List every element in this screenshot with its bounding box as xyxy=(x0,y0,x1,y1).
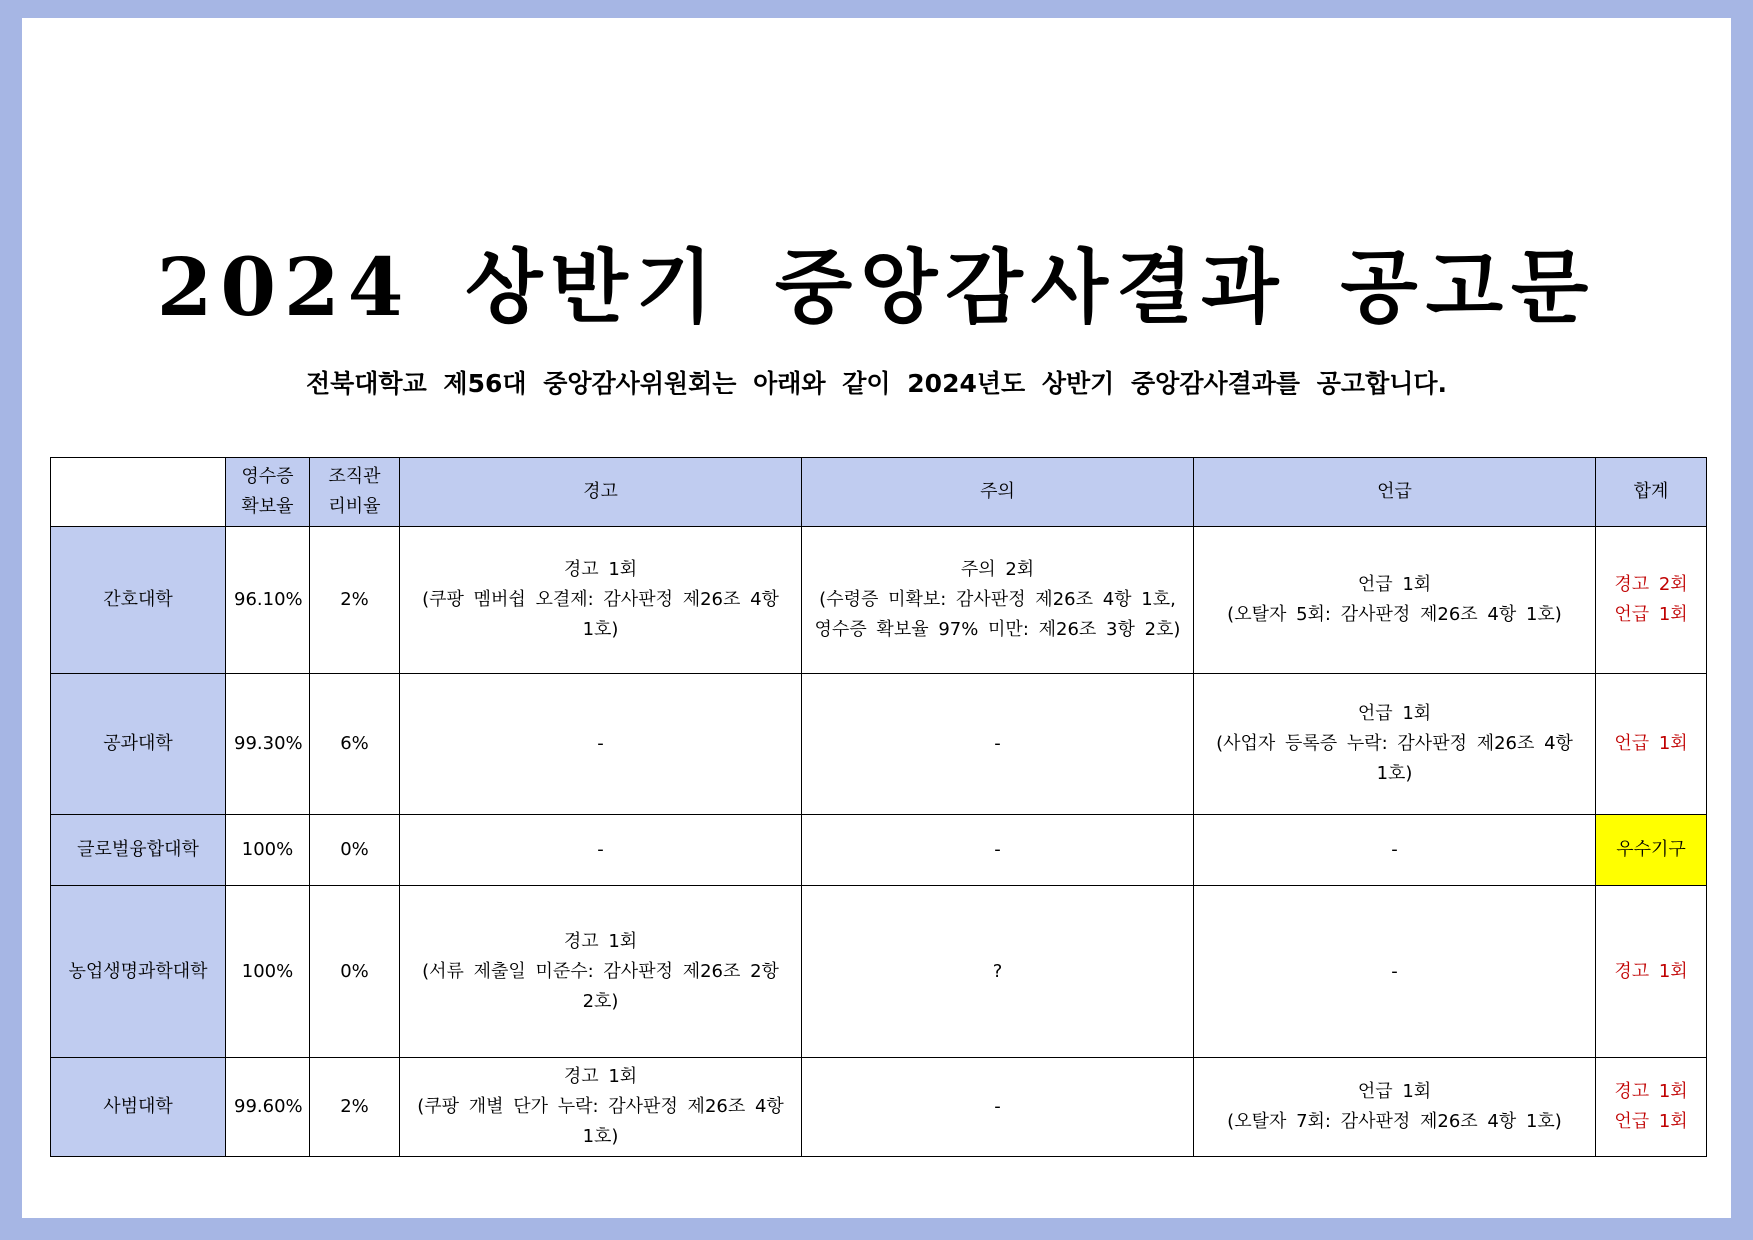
mention-cell-line: (오탈자 7회: 감사판정 제26조 4항 1호) xyxy=(1227,1111,1562,1132)
header-blank-cell xyxy=(51,458,226,527)
total-cell-line: 경고 2회 xyxy=(1614,574,1688,595)
mention-cell-line: 언급 1회 xyxy=(1357,703,1432,724)
org-rate-cell: 6% xyxy=(310,674,400,815)
mention-cell-line: - xyxy=(1391,839,1398,860)
org-rate-cell: 2% xyxy=(310,1058,400,1157)
mention-cell-line: 언급 1회 xyxy=(1357,1081,1432,1102)
header-receipt-rate: 영수증 확보율 xyxy=(226,458,310,527)
receipt-rate-cell: 96.10% xyxy=(226,527,310,674)
header-row xyxy=(51,458,1707,527)
warning-cell-line: 경고 1회 xyxy=(563,559,638,580)
college-cell: 공과대학 xyxy=(51,674,226,815)
header-org-rate: 조직관 리비율 xyxy=(310,458,400,527)
total-cell xyxy=(1596,1058,1707,1157)
table-row xyxy=(51,674,1707,815)
table-row xyxy=(51,527,1707,674)
mention-cell xyxy=(1194,674,1596,815)
warning-cell-line: 경고 1회 xyxy=(563,930,638,952)
table-row xyxy=(51,815,1707,886)
total-cell-line: 언급 1회 xyxy=(1614,1111,1688,1132)
page-subtitle: 전북대학교 제56대 중앙감사위원회는 아래와 같이 2024년도 상반기 중앙감사결과를 공고합니다. xyxy=(305,369,1448,398)
receipt-rate-cell: 99.30% xyxy=(226,674,310,815)
total-cell xyxy=(1596,674,1707,815)
receipt-rate-cell: 99.60% xyxy=(226,1058,310,1157)
caution-cell-line: 주의 2회 xyxy=(960,559,1035,580)
table-row xyxy=(51,1058,1707,1157)
warning-cell-line: - xyxy=(597,733,604,754)
total-cell-line: 경고 1회 xyxy=(1614,1081,1688,1102)
total-cell xyxy=(1596,527,1707,674)
mention-cell-line: 언급 1회 xyxy=(1357,574,1432,595)
college-cell: 글로벌융합대학 xyxy=(51,815,226,886)
mention-cell-line: 1호) xyxy=(1376,763,1413,784)
page-title: 2024 상반기 중앙감사결과 공고문 xyxy=(156,240,1597,334)
caution-cell xyxy=(802,527,1194,674)
total-cell-line: 경고 1회 xyxy=(1614,960,1688,982)
warning-cell-line: 1호) xyxy=(582,619,619,640)
total-cell-line: 언급 1회 xyxy=(1614,604,1688,625)
header-mention: 언급 xyxy=(1194,458,1596,527)
total-cell xyxy=(1596,815,1707,886)
caution-cell-line: - xyxy=(994,839,1001,860)
college-cell: 사범대학 xyxy=(51,1058,226,1157)
mention-cell xyxy=(1194,1058,1596,1157)
caution-cell-line: - xyxy=(994,1096,1001,1117)
warning-cell-line: 1호) xyxy=(582,1126,619,1147)
total-cell-line: 언급 1회 xyxy=(1614,733,1688,754)
warning-cell-line: 경고 1회 xyxy=(563,1066,638,1087)
audit-results-table xyxy=(50,457,1707,1157)
warning-cell xyxy=(400,886,802,1058)
mention-cell-line: (사업자 등록증 누락: 감사판정 제26조 4항 xyxy=(1216,733,1573,754)
mention-cell xyxy=(1194,815,1596,886)
warning-cell xyxy=(400,527,802,674)
warning-cell-line: - xyxy=(597,839,604,860)
org-rate-cell: 0% xyxy=(310,815,400,886)
mention-cell xyxy=(1194,886,1596,1058)
table-body xyxy=(51,527,1707,1157)
college-cell: 농업생명과학대학 xyxy=(51,886,226,1058)
caution-cell xyxy=(802,674,1194,815)
total-cell xyxy=(1596,886,1707,1058)
warning-cell-line: (쿠팡 멤버쉽 오결제: 감사판정 제26조 4항 xyxy=(422,589,779,610)
header-caution: 주의 xyxy=(802,458,1194,527)
org-rate-cell: 0% xyxy=(310,886,400,1058)
warning-cell xyxy=(400,1058,802,1157)
caution-cell-line: (수령증 미확보: 감사판정 제26조 4항 1호, xyxy=(819,589,1176,610)
receipt-rate-cell: 100% xyxy=(226,886,310,1058)
warning-cell-line: (서류 제출일 미준수: 감사판정 제26조 2항 xyxy=(422,960,779,982)
table-row xyxy=(51,886,1707,1058)
college-cell: 간호대학 xyxy=(51,527,226,674)
org-rate-cell: 2% xyxy=(310,527,400,674)
warning-cell xyxy=(400,815,802,886)
header-total: 합계 xyxy=(1596,458,1707,527)
warning-cell-line: (쿠팡 개별 단가 누락: 감사판정 제26조 4항 xyxy=(417,1096,784,1117)
caution-cell-line: 영수증 확보율 97% 미만: 제26조 3항 2호) xyxy=(814,619,1181,640)
receipt-rate-cell: 100% xyxy=(226,815,310,886)
warning-cell xyxy=(400,674,802,815)
header-warning: 경고 xyxy=(400,458,802,527)
caution-cell-line: ? xyxy=(992,960,1003,982)
caution-cell xyxy=(802,1058,1194,1157)
caution-cell xyxy=(802,815,1194,886)
mention-cell xyxy=(1194,527,1596,674)
caution-cell-line: - xyxy=(994,733,1001,754)
warning-cell-line: 2호) xyxy=(582,990,619,1012)
mention-cell-line: - xyxy=(1391,960,1398,982)
total-cell-line: 우수기구 xyxy=(1616,839,1686,860)
mention-cell-line: (오탈자 5회: 감사판정 제26조 4항 1호) xyxy=(1227,604,1562,625)
caution-cell xyxy=(802,886,1194,1058)
